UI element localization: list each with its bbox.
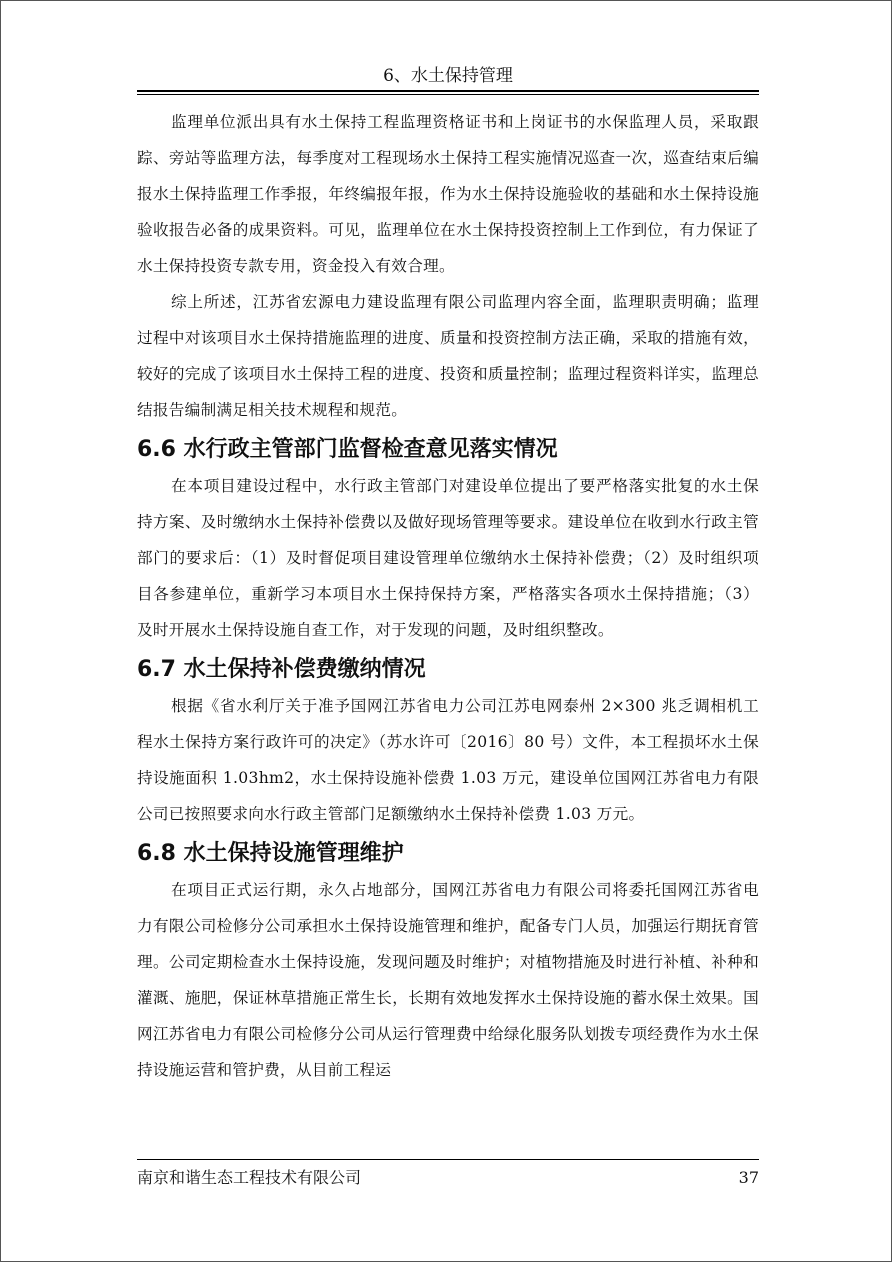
header-rule: [137, 90, 759, 92]
section-heading-6-7: 6.7 水土保持补偿费缴纳情况: [137, 657, 426, 682]
paragraph-supervision-opinions: 在本项目建设过程中，水行政主管部门对建设单位提出了要严格落实批复的水土保持方案、及时缴纳水土保持补偿费以及做好现场管理等要求。建设单位在收到水行政主管部门的要求后：（1）及时督促项目建设管理单位缴纳水土保持补偿费；（2）及时组织项目各参建单位，重新学习本项目水土保持保持方案，严格落实各项水土保持措施；（3）及时开展水土保持设施自查工作，对于发现的问题，及时组织整改。: [137, 477, 759, 639]
paragraph-compensation-fee: 根据《省水利厅关于准予国网江苏省电力公司江苏电网泰州 2×300 兆乏调相机工程水土保持方案行政许可的决定》（苏水许可〔2016〕80 号）文件，本工程损坏水土保持设施面积 1.03hm2，水土保持设施补偿费 1.03 万元，建设单位国网江苏省电力有限公司已按照要求向水行政主管部门足额缴纳水土保持补偿费 1.03 万元。: [137, 697, 759, 823]
page-number: 37: [738, 1168, 759, 1187]
footer-company: 南京和谐生态工程技术有限公司: [137, 1168, 362, 1187]
footer-rule: [137, 1159, 759, 1160]
paragraph-maintenance: 在项目正式运行期，永久占地部分，国网江苏省电力有限公司将委托国网江苏省电力有限公司检修分公司承担水土保持设施管理和维护，配备专门人员，加强运行期抚育管理。公司定期检查水土保持设施，发现问题及时维护；对植物措施及时进行补植、补种和灌溉、施肥，保证林草措施正常生长，长期有效地发挥水土保持设施的蓄水保土效果。国网江苏省电力有限公司检修分公司从运行管理费中给绿化服务队划拨专项经费作为水土保持设施运营和管护费，从目前工程运: [137, 881, 759, 1079]
section-heading-6-6: 6.6 水行政主管部门监督检查意见落实情况: [137, 437, 558, 462]
paragraph-supervision-method: 监理单位派出具有水土保持工程监理资格证书和上岗证书的水保监理人员，采取跟踪、旁站等监理方法，每季度对工程现场水土保持工程实施情况巡查一次，巡查结束后编报水土保持监理工作季报，年终编报年报，作为水土保持设施验收的基础和水土保持设施验收报告必备的成果资料。可见，监理单位在水土保持投资控制上工作到位，有力保证了水土保持投资专款专用，资金投入有效合理。: [137, 113, 759, 275]
paragraph-summary: 综上所述，江苏省宏源电力建设监理有限公司监理内容全面，监理职责明确；监理过程中对该项目水土保持措施监理的进度、质量和投资控制方法正确，采取的措施有效，较好的完成了该项目水土保持工程的进度、投资和质量控制；监理过程资料详实，监理总结报告编制满足相关技术规程和规范。: [137, 293, 759, 419]
header-rule-thin: [137, 94, 759, 95]
body-text: [137, 104, 759, 1088]
running-header: 6、水土保持管理: [383, 66, 513, 86]
section-heading-6-8: 6.8 水土保持设施管理维护: [137, 841, 404, 866]
